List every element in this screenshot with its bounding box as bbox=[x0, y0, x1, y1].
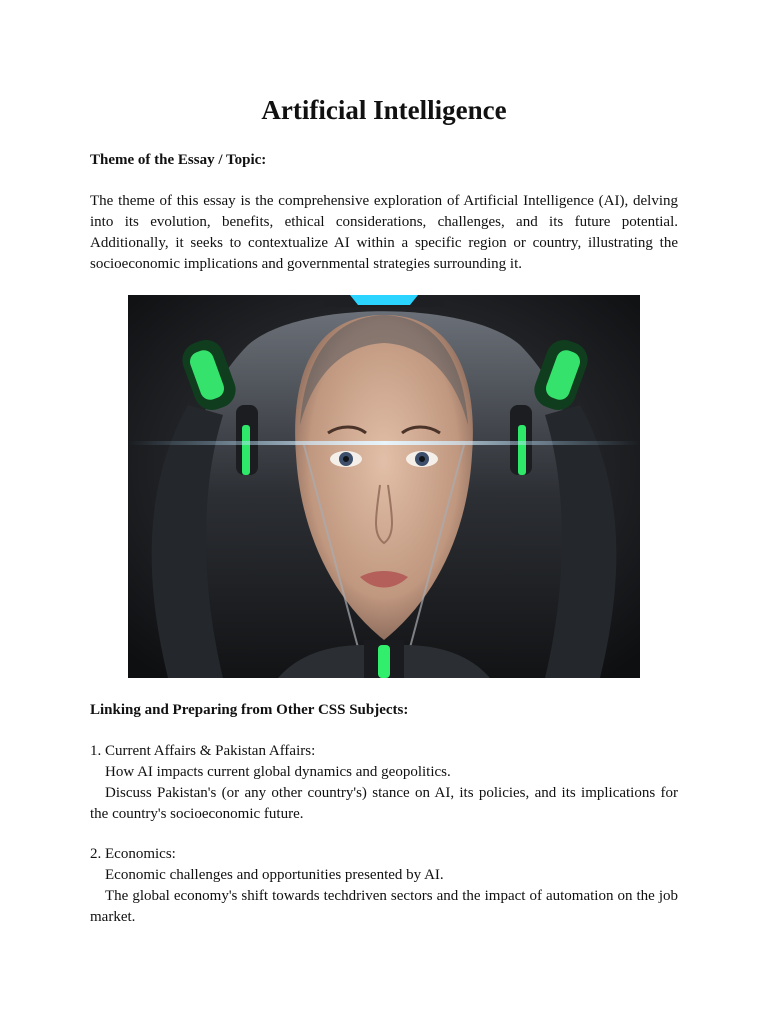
section-point: Discuss Pakistan's (or any other country's) stance on AI, its policies, and its implications for the country's socioeconomic future. bbox=[90, 785, 678, 822]
theme-paragraph: The theme of this essay is the comprehensive exploration of Artificial Intelligence (AI), delving into its evolution, benefits, ethical considerations, challenges, and its future potential. Additionally, it seeks to contextualize AI within a specific region or country, illustrating the socioeconomic implications and governmental strategies surrounding it. bbox=[90, 193, 678, 272]
section-heading-current-affairs: 1. Current Affairs & Pakistan Affairs: bbox=[90, 743, 316, 759]
section-heading-economics: 2. Economics: bbox=[90, 846, 176, 862]
linking-heading: Linking and Preparing from Other CSS Subjects: bbox=[90, 702, 409, 718]
page-title: Artificial Intelligence bbox=[261, 95, 507, 125]
robot-portrait-image bbox=[128, 295, 640, 678]
section-point: How AI impacts current global dynamics and geopolitics. bbox=[105, 764, 451, 780]
robot-portrait-icon bbox=[128, 295, 640, 678]
section-point: The global economy's shift towards techdriven sectors and the impact of automation on the job market. bbox=[90, 888, 678, 925]
section-point: Economic challenges and opportunities presented by AI. bbox=[105, 867, 444, 883]
theme-heading: Theme of the Essay / Topic: bbox=[90, 152, 267, 168]
